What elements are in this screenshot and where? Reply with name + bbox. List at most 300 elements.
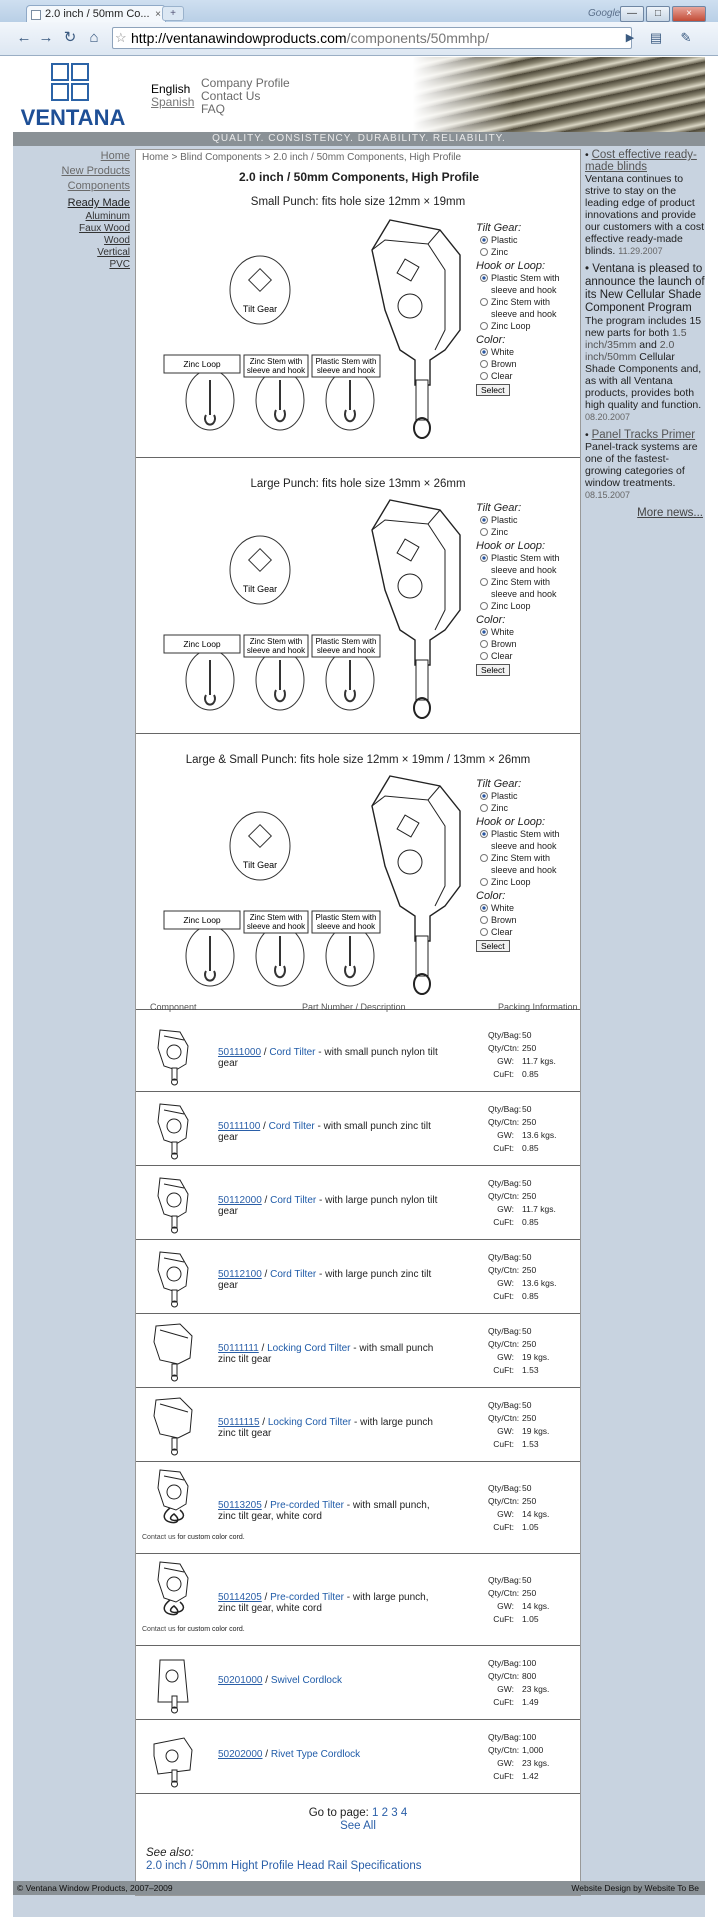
radio-icon[interactable]: [480, 236, 488, 244]
option-zinc-stem[interactable]: Zinc Stem with sleeve and hook: [476, 852, 576, 876]
pagination: [136, 1807, 580, 1833]
punch-section: [136, 458, 580, 734]
part-name-link[interactable]: Locking Cord Tilter: [267, 1343, 351, 1354]
go-icon[interactable]: ▶: [625, 32, 635, 44]
packing-value: 50: [522, 1326, 532, 1336]
part-desc-text: - with large punch zinc tilt gear: [218, 1269, 432, 1291]
packing-key: CuFt:: [493, 1522, 514, 1532]
part-number-link[interactable]: 50113205: [218, 1500, 262, 1511]
news-lead: Ventana is pleased to announce the launch of its New Cellular Shade Component Program: [585, 263, 705, 314]
part-number-link[interactable]: 50111111: [218, 1343, 259, 1354]
part-number-link[interactable]: 50112000: [218, 1195, 262, 1206]
part-thumbnail: [150, 1556, 196, 1618]
section-heading: Large Punch: fits hole size 13mm × 26mm: [250, 478, 466, 490]
radio-icon[interactable]: [480, 348, 488, 356]
part-desc-text: - with small punch nylon tilt gear: [218, 1047, 438, 1069]
option-zinc-stem[interactable]: Zinc Stem with sleeve and hook: [476, 296, 576, 320]
packing-info: [488, 1574, 549, 1626]
window-titlebar: [0, 0, 718, 22]
faq-link[interactable]: FAQ: [201, 102, 226, 116]
part-name-link[interactable]: Cord Tilter: [270, 1269, 317, 1280]
table-row: [136, 1554, 580, 1646]
nav-new-products[interactable]: New Products: [61, 165, 130, 177]
packing-key: CuFt:: [493, 1614, 514, 1624]
packing-key: Qty/Ctn:: [488, 1043, 520, 1053]
packing-key: CuFt:: [493, 1439, 514, 1449]
plastic-stem-label: Plastic Stem with: [315, 913, 377, 922]
page-2-link[interactable]: 2: [381, 1807, 389, 1819]
packing-value: 23 kgs.: [522, 1758, 550, 1768]
options-form: [476, 500, 576, 676]
zinc-stem-label: Zinc Stem with: [249, 913, 303, 922]
radio-icon[interactable]: [480, 652, 488, 660]
packing-info: [488, 1103, 557, 1155]
radio-icon[interactable]: [480, 360, 488, 368]
table-row: [136, 1462, 580, 1554]
plastic-stem-label: sleeve and hook: [316, 366, 376, 375]
part-thumbnail: [150, 1172, 196, 1234]
see-also: [146, 1847, 422, 1873]
part-description: 50112100 / Cord Tilter - with large punch zinc tilt gear: [218, 1269, 432, 1291]
company-profile-link[interactable]: Company Profile: [201, 76, 290, 90]
part-thumbnail: [150, 1464, 196, 1526]
packing-key: GW:: [497, 1601, 514, 1611]
part-number-link[interactable]: 50111000: [218, 1047, 262, 1058]
radio-icon[interactable]: [480, 878, 488, 886]
option-plastic[interactable]: Plastic: [476, 790, 576, 802]
packing-value: 1.53: [522, 1365, 539, 1375]
part-number-link[interactable]: 50201000: [218, 1675, 263, 1686]
packing-info: [488, 1029, 556, 1081]
favicon-icon: [31, 10, 41, 20]
packing-value: 250: [522, 1191, 537, 1201]
packing-key: CuFt:: [493, 1697, 514, 1707]
packing-key: CuFt:: [493, 1291, 514, 1301]
packing-key: Qty/Ctn:: [488, 1588, 520, 1598]
packing-key: CuFt:: [493, 1143, 514, 1153]
nav-wood[interactable]: Wood: [104, 235, 130, 246]
part-image: [150, 1246, 196, 1311]
radio-icon[interactable]: [480, 248, 488, 256]
zinc-stem-label: sleeve and hook: [246, 366, 306, 375]
bookmark-star-icon[interactable]: ☆: [115, 30, 127, 45]
packing-value: 0.85: [522, 1069, 539, 1079]
color-group-label: Color:: [476, 890, 506, 902]
tagline-bar: QUALITY. CONSISTENCY. DURABILITY. RELIABILITY.: [13, 132, 705, 146]
packing-value: 100: [522, 1732, 537, 1742]
radio-icon[interactable]: [480, 854, 488, 862]
radio-icon[interactable]: [480, 916, 488, 924]
radio-icon[interactable]: [480, 804, 488, 812]
packing-value: 250: [522, 1043, 537, 1053]
table-row: [136, 1018, 580, 1092]
part-desc-text: - with large punch zinc tilt gear: [218, 1417, 433, 1439]
plastic-stem-label: sleeve and hook: [316, 922, 376, 931]
table-row: [136, 1092, 580, 1166]
back-icon[interactable]: ←: [16, 29, 32, 46]
part-name-link[interactable]: Pre-corded Tilter: [270, 1500, 345, 1511]
packing-info: [488, 1482, 549, 1534]
packing-key: Qty/Bag:: [488, 1104, 522, 1114]
packing-info: [488, 1177, 556, 1229]
packing-value: 50: [522, 1483, 532, 1493]
page-3-link[interactable]: 3: [391, 1807, 398, 1819]
radio-icon[interactable]: [480, 298, 488, 306]
part-thumbnail: [150, 1024, 196, 1086]
part-image: [150, 1098, 196, 1163]
option-plastic[interactable]: Plastic: [476, 234, 576, 246]
news-title-link[interactable]: Cost effective ready-made blinds: [585, 149, 697, 173]
packing-value: 13.6 kgs.: [522, 1278, 557, 1288]
packing-key: GW:: [497, 1684, 514, 1694]
url-domain: http://ventanawindowproducts.com: [131, 30, 347, 46]
home-icon[interactable]: ⌂: [89, 29, 99, 46]
ventana-logo[interactable]: [17, 61, 129, 129]
radio-icon[interactable]: [480, 928, 488, 936]
radio-icon[interactable]: [480, 322, 488, 330]
packing-key: Qty/Bag:: [488, 1658, 522, 1668]
packing-value: 0.85: [522, 1217, 539, 1227]
punch-section: [136, 734, 580, 1010]
logo-square: [71, 63, 89, 81]
page-menu-icon[interactable]: ▤: [649, 30, 663, 45]
part-number-link[interactable]: 50111100: [218, 1121, 261, 1132]
tilt-gear-group-label: Tilt Gear:: [476, 778, 522, 790]
packing-value: 50: [522, 1575, 532, 1585]
page-title: 2.0 inch / 50mm Components, High Profile: [238, 170, 480, 184]
radio-icon[interactable]: [480, 528, 488, 536]
packing-value: 250: [522, 1413, 537, 1423]
new-tab-button[interactable]: +: [162, 6, 184, 21]
radio-icon[interactable]: [480, 554, 488, 562]
packing-info: [488, 1325, 549, 1377]
packing-value: 50: [522, 1252, 532, 1262]
part-desc-text: - with small punch zinc tilt gear: [218, 1343, 434, 1365]
web-page: [13, 57, 705, 1917]
part-name-link[interactable]: Pre-corded Tilter: [270, 1592, 345, 1603]
nav-vertical[interactable]: Vertical: [97, 247, 130, 258]
page-1-link[interactable]: 1: [372, 1807, 379, 1819]
option-plastic-stem[interactable]: Plastic Stem with sleeve and hook: [476, 828, 576, 852]
packing-key: Qty/Ctn:: [488, 1117, 520, 1127]
contact-note: Contact us for custom color cord.: [142, 1626, 245, 1633]
radio-icon[interactable]: [480, 578, 488, 586]
part-thumbnail: [150, 1098, 196, 1160]
news-date: 08.15.2007: [585, 490, 631, 500]
breadcrumb-sep: >: [168, 152, 181, 163]
tab-close-icon[interactable]: ×: [155, 9, 161, 20]
col-packing: Packing Information: [498, 1002, 578, 1012]
packing-key: GW:: [497, 1204, 514, 1214]
design-credit-link[interactable]: Website To Be: [644, 1883, 699, 1893]
table-row: [136, 1240, 580, 1314]
page-4-link[interactable]: 4: [400, 1807, 408, 1819]
option-white[interactable]: White: [476, 902, 576, 914]
zinc-stem-label: sleeve and hook: [246, 922, 306, 931]
packing-value: 250: [522, 1588, 537, 1598]
news-body: Cellular Shade Components and, as with all Ventana products, provides both high quality and function.: [585, 351, 702, 411]
breadcrumb-home[interactable]: Home: [142, 152, 169, 163]
radio-icon[interactable]: [480, 274, 488, 282]
see-all-link[interactable]: See All: [340, 1820, 376, 1832]
contact-note: Contact us for custom color cord.: [142, 1534, 245, 1541]
options-form: [476, 220, 576, 396]
packing-key: GW:: [497, 1278, 514, 1288]
part-name-link[interactable]: Cord Tilter: [268, 1121, 315, 1132]
part-desc-text: - with large punch nylon tilt gear: [218, 1195, 438, 1217]
option-plastic-stem[interactable]: Plastic Stem with sleeve and hook: [476, 552, 576, 576]
option-brown[interactable]: Brown: [476, 638, 576, 650]
top-nav: [201, 77, 290, 116]
cellular-35mm-link[interactable]: 1.5 inch/35mm: [585, 327, 687, 351]
lang-english: English: [151, 82, 191, 96]
site-header: [13, 57, 705, 132]
option-zinc[interactable]: Zinc: [476, 802, 576, 814]
part-description: 50111115 / Locking Cord Tilter - with large punch zinc tilt gear: [218, 1417, 433, 1439]
packing-value: 1.05: [522, 1522, 539, 1532]
packing-info: [488, 1251, 557, 1303]
packing-key: Qty/Bag:: [488, 1030, 522, 1040]
option-zinc-loop[interactable]: Zinc Loop: [476, 600, 576, 612]
news-body: The program includes 15 new parts for both: [585, 315, 702, 339]
packing-value: 11.7 kgs.: [522, 1204, 556, 1214]
packing-value: 1.53: [522, 1439, 539, 1449]
part-desc-text: - with small punch zinc tilt gear: [218, 1121, 431, 1143]
breadcrumb-current: 2.0 inch / 50mm Components, High Profile: [273, 152, 462, 163]
minimize-button[interactable]: —: [620, 6, 644, 22]
zinc-loop-label: Zinc Loop: [183, 639, 221, 649]
option-plastic-stem[interactable]: Plastic Stem with sleeve and hook: [476, 272, 576, 296]
packing-key: CuFt:: [493, 1365, 514, 1375]
site-footer: [13, 1881, 705, 1895]
part-name-link[interactable]: Swivel Cordlock: [270, 1675, 342, 1686]
zinc-stem-label: Zinc Stem with: [249, 637, 303, 646]
select-button-2[interactable]: Select: [476, 940, 510, 952]
option-zinc-stem[interactable]: Zinc Stem with sleeve and hook: [476, 576, 576, 600]
nav-aluminum[interactable]: Aluminum: [85, 211, 130, 222]
packing-value: 250: [522, 1496, 537, 1506]
news-date: 11.29.2007: [618, 246, 663, 256]
nav-ready-made[interactable]: Ready Made: [67, 197, 130, 209]
main-content: [135, 149, 581, 1896]
packing-key: GW:: [497, 1056, 514, 1066]
address-bar[interactable]: [112, 27, 632, 49]
option-zinc-loop[interactable]: Zinc Loop: [476, 320, 576, 332]
section-heading: Large & Small Punch: fits hole size 12mm × 19mm / 13mm × 26mm: [185, 754, 531, 766]
nav-pvc[interactable]: PVC: [109, 259, 130, 270]
nav-faux-wood[interactable]: Faux Wood: [79, 223, 130, 234]
hook-group-label: Hook or Loop:: [476, 816, 546, 828]
part-name-link[interactable]: Cord Tilter: [270, 1195, 317, 1206]
part-number-link[interactable]: 50112100: [218, 1269, 262, 1280]
table-row: [136, 1720, 580, 1794]
browser-tab[interactable]: [26, 5, 166, 23]
packing-value: 250: [522, 1339, 537, 1349]
packing-value: 50: [522, 1104, 532, 1114]
part-description: 50113205 / Pre-corded Tilter - with small punch, zinc tilt gear, white cord: [218, 1500, 430, 1522]
news-item: • Panel Tracks Primer Panel-track systems are one of the fastest-growing categories of window treatments. 08.15.2007: [585, 429, 698, 500]
zinc-stem-label: Zinc Stem with: [249, 357, 303, 366]
browser-toolbar: [0, 22, 718, 56]
packing-value: 14 kgs.: [522, 1509, 550, 1519]
radio-icon[interactable]: [480, 904, 488, 912]
radio-icon[interactable]: [480, 830, 488, 838]
part-description: 50111100 / Cord Tilter - with small punch zinc tilt gear: [218, 1121, 431, 1143]
packing-value: 1.49: [522, 1697, 539, 1707]
radio-icon[interactable]: [480, 792, 488, 800]
packing-value: 1.42: [522, 1771, 539, 1781]
packing-value: 1.05: [522, 1614, 539, 1624]
col-part: Part Number / Description: [302, 1002, 406, 1012]
part-image: [150, 1394, 196, 1459]
radio-icon[interactable]: [480, 516, 488, 524]
table-row: [136, 1388, 580, 1462]
packing-key: Qty/Ctn:: [488, 1191, 520, 1201]
logo-square: [71, 83, 89, 101]
option-white[interactable]: White: [476, 626, 576, 638]
design-credit: Website Design by: [571, 1883, 645, 1893]
see-also-label: See also:: [146, 1847, 194, 1859]
packing-key: GW:: [497, 1509, 514, 1519]
head-rail-specs-link[interactable]: 2.0 inch / 50mm Hight Profile Head Rail Specifications: [146, 1860, 422, 1872]
nav-home[interactable]: Home: [100, 150, 130, 162]
radio-icon[interactable]: [480, 372, 488, 380]
part-description: 50201000 / Swivel Cordlock: [218, 1675, 342, 1686]
select-button-0[interactable]: Select: [476, 384, 510, 396]
part-thumbnail: [150, 1394, 196, 1456]
packing-key: Qty/Bag:: [488, 1732, 522, 1742]
zinc-stem-label: sleeve and hook: [246, 646, 306, 655]
reload-icon[interactable]: ↻: [63, 29, 77, 46]
zinc-loop-label: Zinc Loop: [183, 359, 221, 369]
plastic-stem-label: Plastic Stem with: [315, 357, 377, 366]
tilt-gear-label: Tilt Gear: [242, 860, 278, 870]
hook-group-label: Hook or Loop:: [476, 540, 546, 552]
contact-us-link[interactable]: Contact Us: [201, 89, 261, 103]
radio-icon[interactable]: [480, 640, 488, 648]
part-number-link[interactable]: 50111115: [218, 1417, 260, 1428]
part-thumbnail: [150, 1246, 196, 1308]
news-item: • Ventana is pleased to announce the launch of its New Cellular Shade Component Program The program includes 15 new parts for both 1.5 inch/35mm and 2.0 inch/50mm Cellular Shade Components and, as with all Ventana products, provides both high quality and function. 08.20.2007: [585, 263, 705, 422]
packing-key: CuFt:: [493, 1771, 514, 1781]
packing-value: 250: [522, 1265, 537, 1275]
part-name-link[interactable]: Rivet Type Cordlock: [270, 1749, 361, 1760]
news-item: • Cost effective ready-made blinds Ventana continues to strive to stay on the leading edge of product innovations and provide our customers with a cost effective ready-made blinds. 11.29.2007: [585, 149, 705, 257]
tab-title: 2.0 inch / 50mm Co...: [45, 8, 150, 20]
packing-value: 50: [522, 1400, 532, 1410]
packing-value: 0.85: [522, 1291, 539, 1301]
packing-key: CuFt:: [493, 1069, 514, 1079]
contact-us-link[interactable]: Contact us: [142, 1626, 176, 1633]
option-brown[interactable]: Brown: [476, 914, 576, 926]
breadcrumb-sep: >: [261, 152, 274, 163]
part-image: [150, 1464, 196, 1529]
packing-key: Qty/Ctn:: [488, 1671, 520, 1681]
forward-icon[interactable]: →: [38, 29, 54, 46]
packing-value: 0.85: [522, 1143, 539, 1153]
more-news-link[interactable]: More news...: [637, 507, 703, 519]
packing-key: Qty/Bag:: [488, 1483, 522, 1493]
header-blinds-image: [413, 57, 705, 132]
plastic-stem-label: sleeve and hook: [316, 646, 376, 655]
option-clear[interactable]: Clear: [476, 926, 576, 938]
packing-key: Qty/Ctn:: [488, 1265, 520, 1275]
news-sidebar: [585, 149, 705, 519]
logo-square: [51, 83, 69, 101]
news-title-link[interactable]: Panel Tracks Primer: [591, 429, 696, 441]
pager-label: Go to page:: [308, 1807, 373, 1819]
packing-key: GW:: [497, 1130, 514, 1140]
hook-group-label: Hook or Loop:: [476, 260, 546, 272]
option-brown[interactable]: Brown: [476, 358, 576, 370]
part-image: [150, 1024, 196, 1089]
section-heading: Small Punch: fits hole size 12mm × 19mm: [250, 196, 466, 208]
tilt-gear-label: Tilt Gear: [242, 304, 278, 314]
part-description: 50202000 / Rivet Type Cordlock: [218, 1749, 361, 1760]
options-form: [476, 776, 576, 952]
table-row: [136, 1166, 580, 1240]
part-name-link[interactable]: Locking Cord Tilter: [267, 1417, 352, 1428]
packing-info: [488, 1399, 549, 1451]
option-plastic[interactable]: Plastic: [476, 514, 576, 526]
option-zinc[interactable]: Zinc: [476, 526, 576, 538]
zinc-loop-label: Zinc Loop: [183, 915, 221, 925]
option-white[interactable]: White: [476, 346, 576, 358]
part-image: [150, 1726, 196, 1791]
part-image: [150, 1172, 196, 1237]
language-switcher: [151, 83, 194, 109]
maximize-button[interactable]: □: [646, 6, 670, 22]
radio-icon[interactable]: [480, 602, 488, 610]
option-zinc-loop[interactable]: Zinc Loop: [476, 876, 576, 888]
packing-key: Qty/Ctn:: [488, 1413, 520, 1423]
option-clear[interactable]: Clear: [476, 370, 576, 382]
contact-us-link[interactable]: Contact us: [142, 1534, 176, 1541]
packing-key: Qty/Ctn:: [488, 1745, 520, 1755]
radio-icon[interactable]: [480, 628, 488, 636]
lang-spanish[interactable]: Spanish: [151, 95, 195, 109]
select-button-1[interactable]: Select: [476, 664, 510, 676]
option-clear[interactable]: Clear: [476, 650, 576, 662]
tilt-gear-label: Tilt Gear: [242, 584, 278, 594]
part-description: 50114205 / Pre-corded Tilter - with large punch, zinc tilt gear, white cord: [218, 1592, 429, 1614]
packing-key: GW:: [497, 1352, 514, 1362]
wrench-icon[interactable]: ✎: [680, 30, 692, 45]
packing-value: 100: [522, 1658, 537, 1668]
packing-value: 250: [522, 1117, 537, 1127]
part-number-link[interactable]: 50202000: [218, 1749, 263, 1760]
packing-key: GW:: [497, 1758, 514, 1768]
plastic-stem-label: Plastic Stem with: [315, 637, 377, 646]
nav-components[interactable]: Components: [67, 180, 130, 192]
part-number-link[interactable]: 50114205: [218, 1592, 262, 1603]
packing-key: GW:: [497, 1426, 514, 1436]
window-corner-label: Google: [588, 8, 621, 19]
part-thumbnail: [150, 1726, 196, 1788]
news-body: and: [636, 339, 660, 351]
packing-value: 50: [522, 1030, 532, 1040]
logo-square: [51, 63, 69, 81]
close-window-button[interactable]: ×: [672, 6, 706, 22]
breadcrumb-blind-components[interactable]: Blind Components: [180, 152, 262, 163]
packing-value: 50: [522, 1178, 532, 1188]
option-zinc[interactable]: Zinc: [476, 246, 576, 258]
part-image: [150, 1320, 196, 1385]
news-body: Panel-track systems are one of the fastest-growing categories of window treatments.: [585, 441, 698, 489]
tilt-gear-group-label: Tilt Gear:: [476, 222, 522, 234]
part-name-link[interactable]: Cord Tilter: [269, 1047, 316, 1058]
cellular-50mm-link[interactable]: 2.0 inch/50mm: [585, 339, 675, 363]
